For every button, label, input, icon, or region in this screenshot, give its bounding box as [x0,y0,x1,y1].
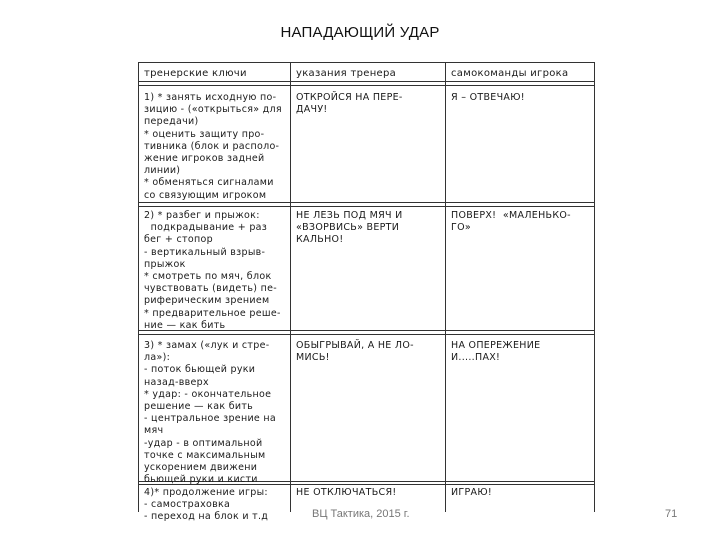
table-border-left [138,62,139,512]
table-row-divider [138,202,595,203]
table-column-divider [290,62,291,512]
page-number: 71 [665,508,678,520]
table-row-divider [138,206,595,207]
row4-keys: 4)* продолжение игры: - самостраховка - переход на блок и т.д [144,487,269,523]
row1-instructions: ОТКРОЙСЯ НА ПЕРЕ- ДАЧУ! [296,92,403,116]
row3-commands: НА ОПЕРЕЖЕНИЕ И.....ПАХ! [451,340,541,364]
table-row-divider [138,81,595,82]
row1-keys: 1) * занять исходную по- зицию - («открыться» для передачи) * оценить защиту про- тивника (блок и располо- жение игроков задней линии) * обменяться сигналами со связующим игроком [144,92,282,201]
page-title: НАПАДАЮЩИЙ УДАР [280,24,440,41]
row3-instructions: ОБЫГРЫВАЙ, А НЕ ЛО- МИСЬ! [296,340,414,364]
header-player-commands: самокоманды игрока [451,68,569,79]
header-coach-instructions: указания тренера [296,68,397,79]
table-border-top [138,62,595,63]
row2-keys: 2) * разбег и прыжок: подкрадывание + раз бег + стопор - вертикальный взрыв- прыжок * смотреть по мяч, блок чувствовать (видеть) пе- риферическим зрением * предварительное реше- ние — как бить [144,210,281,331]
header-coach-keys: тренерские ключи [144,68,247,79]
row1-commands: Я – ОТВЕЧАЮ! [451,92,525,103]
table-row-divider [138,334,595,335]
row2-instructions: НЕ ЛЕЗЬ ПОД МЯЧ И «ВЗОРВИСЬ» ВЕРТИ КАЛЬНО! [296,210,403,246]
table-border-right [594,62,595,512]
row4-instructions: НЕ ОТКЛЮЧАТЬСЯ! [296,487,397,498]
table-column-divider [445,62,446,512]
row4-commands: ИГРАЮ! [451,487,492,498]
footer-source: ВЦ Тактика, 2015 г. [312,508,410,520]
row3-keys: 3) * замах («лук и стре- ла»): - поток бьющей руки назад-вверх * удар: - окончательное решение — как бить - центральное зрение на мяч -удар - в оптимальной точке с максимальным ускорением движени бьющей руки и кисти [144,340,277,486]
table-row-divider [138,85,595,86]
row2-commands: ПОВЕРХ! «МАЛЕНЬКО- ГО» [451,210,571,234]
